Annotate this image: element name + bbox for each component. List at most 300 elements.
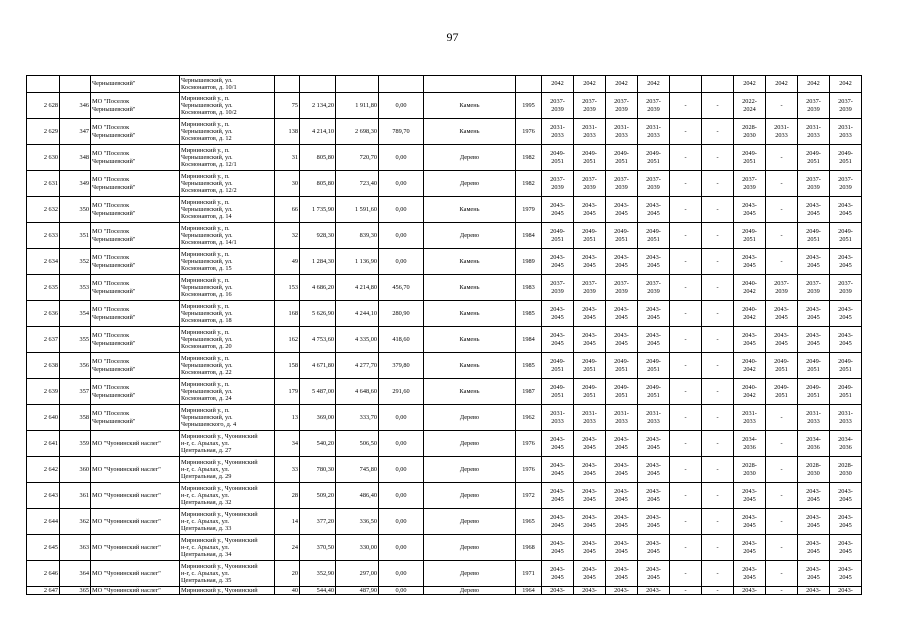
cell-area: 4 686,20 [300,275,336,301]
cell-nonres: 456,70 [379,275,424,301]
cell-j: 2037- 2039 [830,93,862,119]
cell-addr: Мирнинский у., п. Чернышевский, ул. Космонавтов, д. 20 [180,327,275,353]
cell-h: - [766,483,798,509]
cell-year: 1982 [516,145,542,171]
cell-h: - [766,249,798,275]
cell-f: - [702,223,734,249]
cell-living: 333,70 [336,405,379,431]
cell-apts: 49 [275,249,300,275]
cell-i: 2043- 2045 [798,197,830,223]
cell-g: 2043- 2045 [734,561,766,587]
cell-h: - [766,93,798,119]
cell-year: 1982 [516,171,542,197]
cell-h: 2037- 2039 [766,275,798,301]
cell-year: 1983 [516,275,542,301]
cell-f: - [702,431,734,457]
cell-living: 1 136,90 [336,249,379,275]
table-row [27,145,862,171]
cell-mo: МО "Чуонинский наслег" [91,431,180,457]
cell-j: 2034- 2036 [830,431,862,457]
cell-year: 1989 [516,249,542,275]
cell-apts: 33 [275,457,300,483]
cell-id: 349 [60,171,91,197]
cell-id: 350 [60,197,91,223]
cell-mo: МО "Чуонинский наслег" [91,457,180,483]
cell-a: 2043- 2045 [542,431,574,457]
cell-num: 2 646 [27,561,60,587]
cell-id: 351 [60,223,91,249]
table-row [27,431,862,457]
cell-f: - [702,353,734,379]
cell-i: 2037- 2039 [798,171,830,197]
cell-apts [275,76,300,93]
cell-addr: Мирнинский у., п. Чернышевский, ул. Космонавтов, д. 16 [180,275,275,301]
cell-id: 361 [60,483,91,509]
cell-g: 2043- 2045 [734,535,766,561]
cell-id: 346 [60,93,91,119]
cell-year: 1995 [516,93,542,119]
cell-d: 2049- 2051 [638,379,670,405]
cell-b: 2043- 2045 [574,509,606,535]
cell-h: 2042 [766,76,798,93]
cell-h: - [766,197,798,223]
cell-year: 1976 [516,119,542,145]
cell-d: 2043- 2045 [638,457,670,483]
cell-num: 2 647 [27,587,60,595]
cell-wall [424,76,516,93]
cell-id: 364 [60,561,91,587]
cell-h: 2049- 2051 [766,353,798,379]
cell-c: 2043- 2045 [606,561,638,587]
cell-nonres: 0,00 [379,223,424,249]
cell-f: - [702,457,734,483]
cell-a: 2043- 2045 [542,535,574,561]
cell-d: 2043- 2045 [638,249,670,275]
cell-a: 2043- 2045 [542,509,574,535]
table-row [27,249,862,275]
cell-id: 355 [60,327,91,353]
cell-c: 2037- 2039 [606,93,638,119]
cell-addr: Мирнинский у., п. Чернышевский, ул. Космонавтов, д. 14/1 [180,223,275,249]
cell-addr: Мирнинский у., п. Чернышевский, ул. Космонавтов, д. 24 [180,379,275,405]
cell-nonres: 0,00 [379,509,424,535]
cell-nonres: 0,00 [379,93,424,119]
cell-num: 2 642 [27,457,60,483]
cell-apts: 66 [275,197,300,223]
table-row [27,535,862,561]
cell-living: 4 277,70 [336,353,379,379]
cell-i: 2043- 2045 [798,327,830,353]
cell-area: 2 134,20 [300,93,336,119]
cell-h: - [766,561,798,587]
cell-area: 540,20 [300,431,336,457]
cell-f: - [702,509,734,535]
cell-d: 2049- 2051 [638,145,670,171]
cell-num: 2 637 [27,327,60,353]
cell-area: 5 626,90 [300,301,336,327]
cell-j: 2037- 2039 [830,275,862,301]
cell-addr: Мирнинский у., п. Чернышевский, ул. Космонавтов, д. 22 [180,353,275,379]
cell-living: 1 911,80 [336,93,379,119]
cell-year: 1968 [516,535,542,561]
cell-id: 352 [60,249,91,275]
cell-area: 370,50 [300,535,336,561]
cell-wall: Дерево [424,535,516,561]
table-body [27,76,862,595]
cell-j: 2049- 2051 [830,223,862,249]
table-row [27,587,862,595]
cell-nonres: 280,90 [379,301,424,327]
cell-addr: Мирнинский у., п. Чернышевский, ул. Космонавтов, д. 18 [180,301,275,327]
cell-g: 2049- 2051 [734,145,766,171]
cell-apts: 168 [275,301,300,327]
cell-e [670,76,702,93]
cell-f: - [702,275,734,301]
cell-f: - [702,197,734,223]
cell-c: 2043- 2045 [606,431,638,457]
table-row [27,327,862,353]
cell-mo: МО "Поселок Чернышевский" [91,197,180,223]
cell-area: 1 735,90 [300,197,336,223]
cell-num: 2 632 [27,197,60,223]
cell-b: 2043- 2045 [574,561,606,587]
cell-id: 353 [60,275,91,301]
cell-mo: МО "Поселок Чернышевский" [91,249,180,275]
cell-a: 2043- 2045 [542,301,574,327]
cell-a: 2043- 2045 [542,249,574,275]
cell-d: 2037- 2039 [638,171,670,197]
cell-id: 348 [60,145,91,171]
cell-g: 2043- [734,587,766,595]
cell-num: 2 635 [27,275,60,301]
cell-mo: МО "Чуонинский наслег" [91,509,180,535]
cell-wall: Камень [424,249,516,275]
cell-e: - [670,223,702,249]
cell-id: 357 [60,379,91,405]
cell-living: 330,00 [336,535,379,561]
cell-e: - [670,561,702,587]
cell-i: 2043- 2045 [798,301,830,327]
cell-id: 360 [60,457,91,483]
cell-i: 2049- 2051 [798,379,830,405]
cell-i: 2034- 2036 [798,431,830,457]
cell-e: - [670,509,702,535]
table-row [27,301,862,327]
cell-d: 2037- 2039 [638,93,670,119]
cell-i: 2043- 2045 [798,561,830,587]
cell-addr: Мирнинский у., п. Чернышевский, ул. Космонавтов, д. 12/2 [180,171,275,197]
cell-g: 2028- 2030 [734,457,766,483]
cell-i: 2031- 2033 [798,405,830,431]
cell-year: 1984 [516,223,542,249]
cell-c: 2049- 2051 [606,379,638,405]
cell-apts: 28 [275,483,300,509]
cell-b: 2043- 2045 [574,249,606,275]
cell-d: 2043- 2045 [638,301,670,327]
cell-e: - [670,145,702,171]
cell-living: 297,00 [336,561,379,587]
cell-i: 2037- 2039 [798,275,830,301]
cell-id: 356 [60,353,91,379]
cell-c: 2043- 2045 [606,249,638,275]
cell-area: 352,90 [300,561,336,587]
cell-c: 2043- 2045 [606,457,638,483]
cell-h: - [766,223,798,249]
cell-c: 2037- 2039 [606,171,638,197]
cell-f: - [702,483,734,509]
cell-j: 2043- [830,587,862,595]
cell-b: 2031- 2033 [574,119,606,145]
cell-nonres: 291,60 [379,379,424,405]
cell-nonres: 0,00 [379,561,424,587]
cell-a: 2049- 2051 [542,353,574,379]
cell-j: 2042 [830,76,862,93]
cell-f: - [702,535,734,561]
cell-wall: Камень [424,301,516,327]
cell-nonres: 789,70 [379,119,424,145]
cell-d: 2043- 2045 [638,561,670,587]
cell-a: 2043- 2045 [542,483,574,509]
cell-nonres: 0,00 [379,171,424,197]
cell-g: 2040- 2042 [734,301,766,327]
cell-e: - [670,483,702,509]
cell-wall: Дерево [424,561,516,587]
cell-c: 2049- 2051 [606,353,638,379]
cell-year: 1979 [516,197,542,223]
cell-area: 4 214,10 [300,119,336,145]
cell-a: 2043- [542,587,574,595]
cell-h: 2049- 2051 [766,379,798,405]
cell-h: 2043- 2045 [766,327,798,353]
cell-addr: Мирнинский у., Чуонинский н-г, с. Арылах, ул. Центральная, д. 35 [180,561,275,587]
cell-g: 2031- 2033 [734,405,766,431]
cell-nonres: 0,00 [379,431,424,457]
cell-year: 1987 [516,379,542,405]
cell-nonres: 0,00 [379,145,424,171]
cell-j: 2043- 2045 [830,197,862,223]
cell-num: 2 644 [27,509,60,535]
cell-id: 354 [60,301,91,327]
cell-d: 2037- 2039 [638,275,670,301]
cell-num: 2 645 [27,535,60,561]
cell-mo: МО "Поселок Чернышевский" [91,93,180,119]
cell-num: 2 634 [27,249,60,275]
cell-addr: Мирнинский у., п. Чернышевский, ул. Космонавтов, д. 14 [180,197,275,223]
cell-c: 2042 [606,76,638,93]
cell-area [300,76,336,93]
cell-year: 1964 [516,587,542,595]
cell-num [27,76,60,93]
cell-year [516,76,542,93]
cell-num: 2 628 [27,93,60,119]
cell-d: 2031- 2033 [638,405,670,431]
cell-addr: Мирнинский у., Чуонинский [180,587,275,595]
cell-f: - [702,119,734,145]
cell-apts: 34 [275,431,300,457]
housing-register-table [26,75,862,595]
cell-area: 805,80 [300,171,336,197]
cell-e: - [670,171,702,197]
cell-wall: Камень [424,275,516,301]
cell-apts: 31 [275,145,300,171]
cell-i: 2049- 2051 [798,223,830,249]
cell-i: 2049- 2051 [798,353,830,379]
cell-living: 4 244,10 [336,301,379,327]
table-row [27,119,862,145]
cell-f: - [702,327,734,353]
cell-c: 2049- 2051 [606,223,638,249]
cell-e: - [670,431,702,457]
cell-i: 2028- 2030 [798,457,830,483]
cell-area: 5 487,00 [300,379,336,405]
cell-g: 2040- 2042 [734,379,766,405]
cell-d: 2043- 2045 [638,483,670,509]
cell-addr: Мирнинский у., Чуонинский н-г, с. Арылах, ул. Центральная, д. 34 [180,535,275,561]
cell-addr: Мирнинский у., п. Чернышевский, ул. Космонавтов, д. 12 [180,119,275,145]
cell-j: 2043- 2045 [830,561,862,587]
cell-b: 2037- 2039 [574,93,606,119]
cell-e: - [670,353,702,379]
cell-living: 745,80 [336,457,379,483]
cell-c: 2037- 2039 [606,275,638,301]
cell-num: 2 633 [27,223,60,249]
cell-f: - [702,145,734,171]
cell-g: 2043- 2045 [734,327,766,353]
cell-g: 2043- 2045 [734,509,766,535]
cell-nonres: 379,80 [379,353,424,379]
cell-wall: Дерево [424,405,516,431]
cell-id: 365 [60,587,91,595]
cell-h: - [766,405,798,431]
cell-living: 506,50 [336,431,379,457]
cell-e: - [670,197,702,223]
cell-area: 928,30 [300,223,336,249]
cell-wall: Дерево [424,483,516,509]
cell-nonres: 0,00 [379,249,424,275]
cell-j: 2028- 2030 [830,457,862,483]
cell-e: - [670,119,702,145]
cell-b: 2043- [574,587,606,595]
cell-num: 2 640 [27,405,60,431]
cell-wall: Камень [424,327,516,353]
cell-j: 2049- 2051 [830,145,862,171]
cell-nonres: 0,00 [379,483,424,509]
cell-b: 2049- 2051 [574,353,606,379]
cell-apts: 179 [275,379,300,405]
cell-nonres: 0,00 [379,405,424,431]
cell-c: 2043- 2045 [606,327,638,353]
cell-j: 2043- 2045 [830,483,862,509]
cell-j: 2049- 2051 [830,379,862,405]
cell-j: 2049- 2051 [830,353,862,379]
cell-year: 1962 [516,405,542,431]
cell-mo: МО "Чуонинский наслег" [91,587,180,595]
table-row [27,457,862,483]
cell-c: 2043- 2045 [606,535,638,561]
cell-j: 2031- 2033 [830,405,862,431]
cell-h: - [766,535,798,561]
cell-year: 1985 [516,353,542,379]
cell-apts: 40 [275,587,300,595]
cell-year: 1972 [516,483,542,509]
cell-addr: Мирнинский у., п. Чернышевский, ул. Чернышевского, д. 4 [180,405,275,431]
cell-c: 2049- 2051 [606,145,638,171]
cell-c: 2043- [606,587,638,595]
cell-e: - [670,301,702,327]
cell-c: 2043- 2045 [606,509,638,535]
cell-living: 839,30 [336,223,379,249]
cell-apts: 30 [275,171,300,197]
table-row [27,379,862,405]
cell-area: 4 671,80 [300,353,336,379]
cell-a: 2049- 2051 [542,145,574,171]
cell-mo: МО "Поселок Чернышевский" [91,145,180,171]
cell-addr: Мирнинский у., п. Чернышевский, ул. Космонавтов, д. 12/1 [180,145,275,171]
cell-d: 2043- 2045 [638,535,670,561]
cell-addr: Мирнинский у., Чуонинский н-г, с. Арылах, ул. Центральная, д. 29 [180,457,275,483]
cell-a: 2049- 2051 [542,223,574,249]
cell-i: 2037- 2039 [798,93,830,119]
cell-d: 2043- 2045 [638,327,670,353]
cell-addr: Мирнинский у., Чуонинский н-г, с. Арылах, ул. Центральная, д. 33 [180,509,275,535]
cell-i: 2043- [798,587,830,595]
cell-id: 363 [60,535,91,561]
cell-g: 2022- 2024 [734,93,766,119]
cell-b: 2043- 2045 [574,457,606,483]
cell-apts: 153 [275,275,300,301]
cell-living: 487,90 [336,587,379,595]
cell-h: - [766,587,798,595]
cell-living: 720,70 [336,145,379,171]
cell-g: 2043- 2045 [734,197,766,223]
table-row [27,93,862,119]
cell-g: 2034- 2036 [734,431,766,457]
cell-wall: Дерево [424,171,516,197]
cell-g: 2042 [734,76,766,93]
cell-f: - [702,171,734,197]
cell-living: 1 591,60 [336,197,379,223]
cell-living [336,76,379,93]
cell-e: - [670,379,702,405]
cell-living: 4 648,60 [336,379,379,405]
cell-mo: МО "Поселок Чернышевский" [91,275,180,301]
cell-num: 2 631 [27,171,60,197]
cell-d: 2042 [638,76,670,93]
cell-c: 2043- 2045 [606,197,638,223]
cell-j: 2031- 2033 [830,119,862,145]
cell-apts: 24 [275,535,300,561]
cell-f: - [702,379,734,405]
cell-f: - [702,587,734,595]
cell-a: 2043- 2045 [542,197,574,223]
cell-j: 2037- 2039 [830,171,862,197]
cell-e: - [670,93,702,119]
cell-addr: Мирнинский у., Чуонинский н-г, с. Арылах, ул. Центральная, д. 27 [180,431,275,457]
cell-area: 544,40 [300,587,336,595]
cell-a: 2049- 2051 [542,379,574,405]
cell-area: 377,20 [300,509,336,535]
cell-h: - [766,171,798,197]
cell-num: 2 630 [27,145,60,171]
cell-i: 2043- 2045 [798,249,830,275]
cell-a: 2031- 2033 [542,405,574,431]
cell-d: 2043- 2045 [638,431,670,457]
table-row [27,561,862,587]
cell-num: 2 636 [27,301,60,327]
cell-f: - [702,405,734,431]
cell-d: 2031- 2033 [638,119,670,145]
cell-g: 2043- 2045 [734,483,766,509]
